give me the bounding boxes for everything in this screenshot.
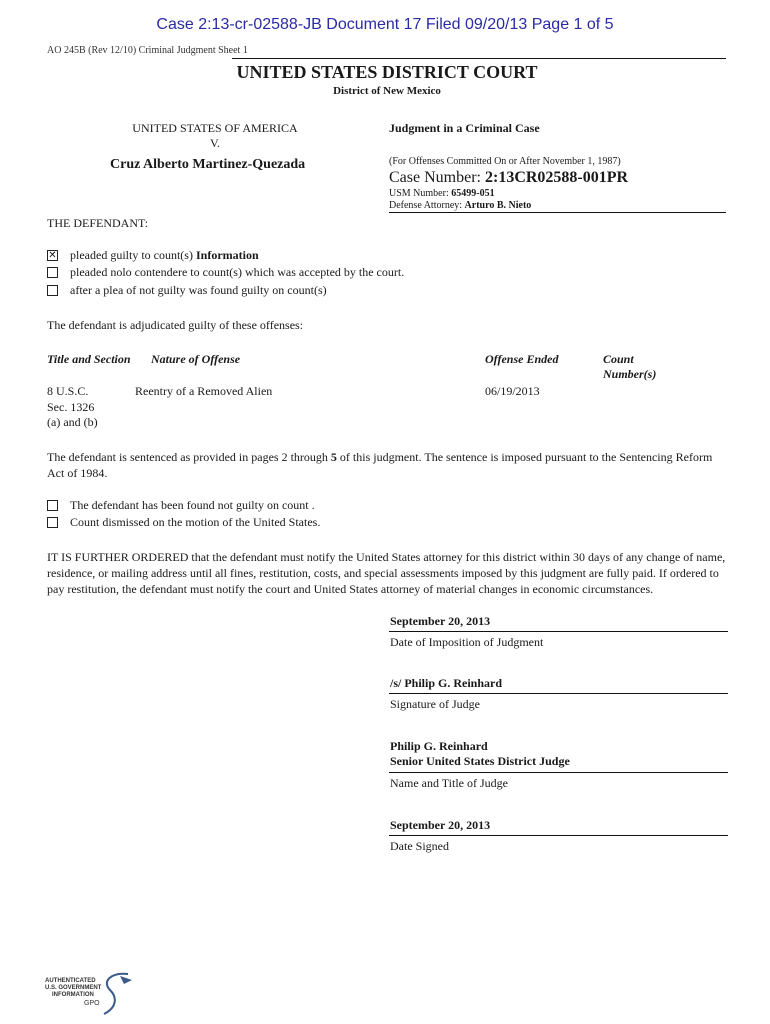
- case-number: 2:13CR02588-001PR: [484, 169, 629, 186]
- the-defendant-heading: THE DEFENDANT:: [47, 216, 149, 230]
- plea-checkbox-nolo[interactable]: [47, 267, 58, 278]
- judge-rule: [389, 772, 728, 773]
- offenses-note: (For Offenses Committed On or After November 1, 1987): [389, 156, 621, 167]
- judge-label: Name and Title of Judge: [390, 776, 508, 790]
- usm-line: [389, 188, 495, 199]
- attorney-name: Arturo B. Nieto: [464, 200, 532, 211]
- plea-guilty-label: pleaded guilty to count(s): [70, 248, 196, 262]
- row-title-2: Sec. 1326: [47, 400, 95, 414]
- logo-line-2: U.S. GOVERNMENT: [45, 985, 102, 991]
- col-count: Count: [603, 352, 634, 366]
- logo-line-1: AUTHENTICATED: [45, 978, 96, 984]
- court-name: UNITED STATES DISTRICT COURT: [236, 62, 538, 82]
- logo-line-4: GPO: [84, 1000, 100, 1007]
- signed-rule: [389, 835, 728, 836]
- attorney-line: [389, 200, 531, 211]
- row-title-3: (a) and (b): [47, 415, 98, 429]
- judge-signature: /s/ Philip G. Reinhard: [390, 676, 503, 690]
- plea-nolo-text: pleaded nolo contendere to count(s) which was accepted by the court.: [70, 265, 405, 279]
- case-header: Case 2:13-cr-02588-JB Document 17 Filed 09/20/13 Page 1 of 5: [156, 16, 614, 33]
- imposition-label: Date of Imposition of Judgment: [390, 635, 544, 649]
- usm-label: USM Number:: [389, 188, 452, 199]
- defendant-name: Cruz Alberto Martinez-Quezada: [110, 157, 306, 172]
- signature-label: Signature of Judge: [390, 697, 480, 711]
- not-guilty-checkbox[interactable]: [47, 500, 58, 511]
- row-title-1: 8 U.S.C.: [47, 384, 89, 398]
- row-offense-ended: 06/19/2013: [485, 384, 540, 398]
- form-id: AO 245B (Rev 12/10) Criminal Judgment Sheet 1: [47, 45, 248, 56]
- sentenced-post: of this judgment. The sentence is imposed pursuant to the Sentencing Reform Act of 1984.: [47, 450, 713, 480]
- signature-rule: [389, 693, 728, 694]
- plea-not-guilty-text: after a plea of not guilty was found guilty on count(s): [70, 283, 327, 297]
- judge-title: Senior United States District Judge: [390, 754, 570, 768]
- plea-checkbox-not-guilty[interactable]: [47, 285, 58, 296]
- sentenced-paragraph: [47, 449, 727, 481]
- plea-guilty-text: [70, 248, 259, 263]
- dismissed-checkbox[interactable]: [47, 517, 58, 528]
- ordered-paragraph: IT IS FURTHER ORDERED that the defendant must notify the United States attorney for this district within 30 days of any change of name, residence, or mailing address until all fines, restitution, costs, and special assessments imposed by this judgment are fully paid. If ordered to pay restitution, the defendant must notify the court and United States attorney of material changes in economic circumstances.: [47, 550, 726, 596]
- not-guilty-text: The defendant has been found not guilty on count .: [70, 498, 315, 512]
- signed-label: Date Signed: [390, 839, 449, 853]
- dismissed-text: Count dismissed on the motion of the United States.: [70, 515, 321, 529]
- case-number-line: [389, 169, 628, 187]
- row-nature: Reentry of a Removed Alien: [135, 384, 273, 398]
- usm-number: 65499-051: [451, 188, 495, 199]
- gpo-authenticated-logo: [40, 968, 140, 1020]
- top-rule: [232, 58, 726, 59]
- logo-line-3: INFORMATION: [52, 992, 94, 998]
- attorney-label: Defense Attorney:: [389, 200, 465, 211]
- col-nature: Nature of Offense: [151, 352, 241, 366]
- plea-checkbox-guilty[interactable]: ✕: [48, 250, 57, 261]
- adjudicated-text: The defendant is adjudicated guilty of these offenses:: [47, 318, 304, 332]
- signed-date: September 20, 2013: [390, 818, 491, 832]
- district-name: District of New Mexico: [333, 85, 441, 97]
- sentenced-pre: The defendant is sentenced as provided in pages 2 through: [47, 450, 331, 464]
- plea-guilty-count: Information: [195, 248, 259, 262]
- attorney-rule: [389, 212, 726, 213]
- col-offense-ended: Offense Ended: [485, 352, 559, 366]
- col-title-section: Title and Section: [47, 352, 131, 366]
- versus: V.: [209, 136, 221, 150]
- imposition-date: September 20, 2013: [390, 614, 491, 628]
- judge-name: Philip G. Reinhard: [390, 739, 488, 753]
- plaintiff: UNITED STATES OF AMERICA: [132, 121, 298, 135]
- col-count-numbers: Number(s): [603, 367, 657, 381]
- sentenced-pages: 5: [330, 450, 337, 464]
- case-number-label: Case Number:: [389, 169, 485, 186]
- imposition-rule: [389, 631, 728, 632]
- judgment-title: Judgment in a Criminal Case: [389, 121, 540, 135]
